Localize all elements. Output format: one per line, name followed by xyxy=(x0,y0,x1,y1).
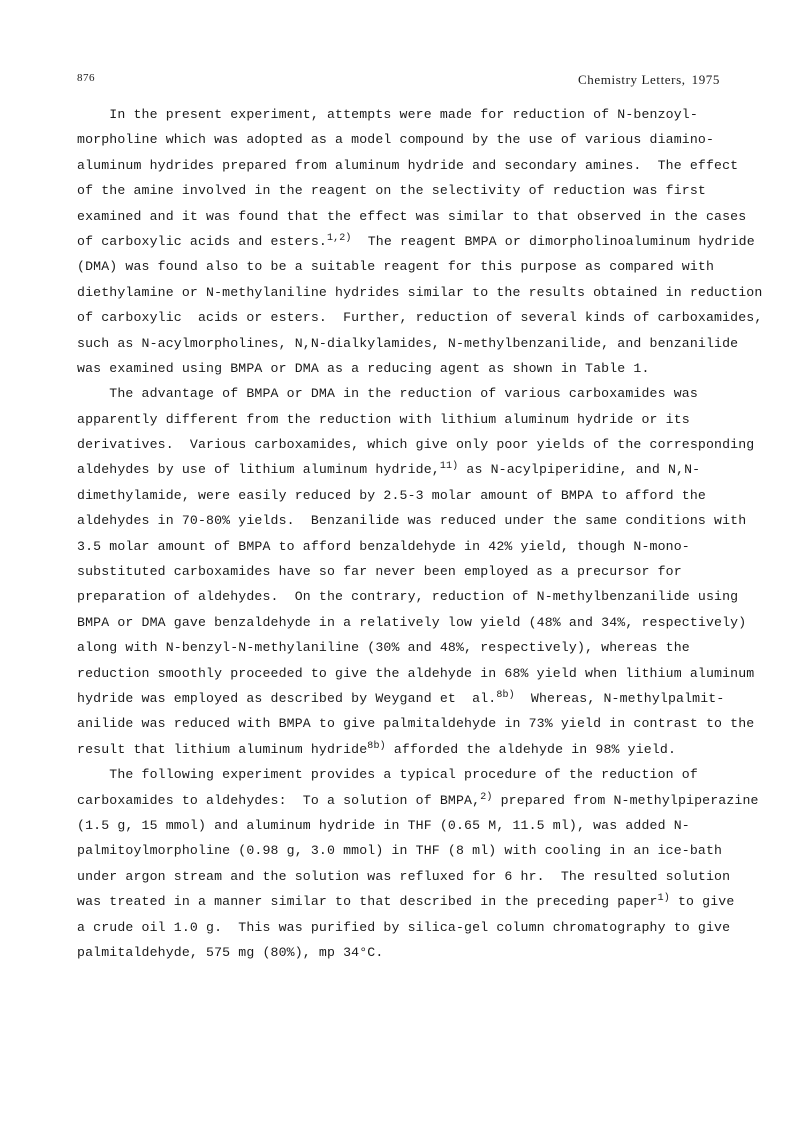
paragraph xyxy=(77,102,763,381)
line-text: aldehydes by use of lithium aluminum hydride, xyxy=(77,462,440,478)
line-text: The following experiment provides a typical procedure of the reduction of xyxy=(77,767,698,783)
text-line xyxy=(77,915,729,940)
reference-superscript: 1,2) xyxy=(326,232,352,244)
text-line xyxy=(77,610,747,635)
text-line xyxy=(77,483,729,508)
text-line xyxy=(77,889,735,914)
line-text: anilide was reduced with BMPA to give palmitaldehyde in 73% yield in contrast to the xyxy=(77,716,755,732)
line-text: BMPA or DMA gave benzaldehyde in a relatively low yield (48% and 34%, respectively) xyxy=(77,614,747,630)
line-text: of carboxylic acids and esters. xyxy=(77,233,327,249)
line-text: preparation of aldehydes. On the contrary, reduction of N-methylbenzanilide using xyxy=(77,589,739,605)
text-line xyxy=(77,356,729,381)
text-line xyxy=(77,305,763,330)
line-text-continued: as N-acylpiperidine, and N,N- xyxy=(458,462,701,478)
text-line xyxy=(77,204,747,229)
line-text: reduction smoothly proceeded to give the aldehyde in 68% yield when lithium aluminum xyxy=(77,665,755,681)
line-text: aluminum hydrides prepared from aluminum hydride and secondary amines. The effect xyxy=(77,157,739,173)
journal-citation xyxy=(572,72,720,88)
text-line xyxy=(77,229,755,254)
reference-superscript: 8b) xyxy=(367,740,386,752)
line-text: of carboxylic acids or esters. Further, reduction of several kinds of carboxamides, xyxy=(77,310,763,326)
paragraph xyxy=(77,762,759,965)
line-text: was examined using BMPA or DMA as a reducing agent as shown in Table 1. xyxy=(77,360,650,376)
line-text: such as N-acylmorpholines, N,N-dialkylamides, N-methylbenzanilide, and benzanilide xyxy=(77,335,739,351)
line-text: was treated in a manner similar to that described in the preceding paper xyxy=(77,894,658,910)
text-line xyxy=(77,102,729,127)
line-text: of the amine involved in the reagent on the selectivity of reduction was first xyxy=(77,183,706,199)
text-line xyxy=(77,711,755,736)
reference-superscript: 11) xyxy=(439,461,459,473)
line-text: (DMA) was found also to be a suitable reagent for this purpose as compared with xyxy=(77,259,715,275)
line-text: examined and it was found that the effect was similar to that observed in the cases xyxy=(77,208,747,224)
text-line xyxy=(77,381,729,406)
text-line xyxy=(77,686,729,711)
page-number: 876 xyxy=(77,72,95,84)
text-line xyxy=(77,762,729,787)
text-line xyxy=(77,534,729,559)
text-line xyxy=(77,940,729,965)
reference-superscript: 8b) xyxy=(496,689,515,701)
text-line xyxy=(77,737,729,762)
text-line xyxy=(77,407,729,432)
journal-name: Chemistry Letters, xyxy=(578,72,686,87)
line-text: morpholine which was adopted as a model compound by the use of various diamino- xyxy=(77,132,715,148)
text-line xyxy=(77,508,747,533)
line-text-continued: afforded the aldehyde in 98% yield. xyxy=(385,741,677,757)
page-header xyxy=(77,72,720,92)
text-line xyxy=(77,331,739,356)
line-text: derivatives. Various carboxamides, which give only poor yields of the corresponding xyxy=(77,437,755,453)
line-text: a crude oil 1.0 g. This was purified by silica-gel column chromatography to give xyxy=(77,919,731,935)
text-line xyxy=(77,661,755,686)
reference-superscript: 2) xyxy=(480,791,493,803)
paragraph xyxy=(77,381,755,762)
line-text-continued: prepared from N-methylpiperazine xyxy=(492,792,759,808)
line-text: apparently different from the reduction with lithium aluminum hydride or its xyxy=(77,411,690,427)
line-text-continued: The reagent BMPA or dimorpholinoaluminum hydride xyxy=(351,233,755,249)
line-text-continued: Whereas, N-methylpalmit- xyxy=(514,690,725,706)
line-text-continued: to give xyxy=(669,894,735,910)
line-text: substituted carboxamides have so far never been employed as a precursor for xyxy=(77,564,682,580)
line-text: In the present experiment, attempts were made for reduction of N-benzoyl- xyxy=(77,107,698,122)
text-line xyxy=(77,559,729,584)
text-line xyxy=(77,127,729,152)
line-text: aldehydes in 70-80% yields. Benzanilide was reduced under the same conditions with xyxy=(77,513,747,529)
line-text: The advantage of BMPA or DMA in the reduction of various carboxamides was xyxy=(77,386,698,402)
line-text: dimethylamide, were easily reduced by 2.5-3 molar amount of BMPA to afford the xyxy=(77,487,706,503)
text-line xyxy=(77,635,729,660)
text-line xyxy=(77,432,755,457)
reference-superscript: 1) xyxy=(657,893,670,905)
text-line xyxy=(77,280,763,305)
line-text: result that lithium aluminum hydride xyxy=(77,741,368,757)
text-line xyxy=(77,838,729,863)
line-text: hydride was employed as described by Weygand et al. xyxy=(77,690,497,706)
text-line xyxy=(77,254,729,279)
text-line xyxy=(77,584,739,609)
article-body xyxy=(77,102,763,965)
line-text: palmitaldehyde, 575 mg (80%), mp 34°C. xyxy=(77,944,384,960)
text-line xyxy=(77,813,729,838)
line-text: diethylamine or N-methylaniline hydrides similar to the results obtained in reduction xyxy=(77,284,763,300)
line-text: (1.5 g, 15 mmol) and aluminum hydride in THF (0.65 M, 11.5 ml), was added N- xyxy=(77,817,690,833)
line-text: 3.5 molar amount of BMPA to afford benzaldehyde in 42% yield, though N-mono- xyxy=(77,538,690,554)
text-line xyxy=(77,178,729,203)
line-text: under argon stream and the solution was refluxed for 6 hr. The resulted solution xyxy=(77,868,731,884)
journal-year: 1975 xyxy=(691,72,720,87)
line-text: carboxamides to aldehydes: To a solution of BMPA, xyxy=(77,792,481,808)
line-text: palmitoylmorpholine (0.98 g, 3.0 mmol) in THF (8 ml) with cooling in an ice-bath xyxy=(77,843,723,859)
text-line xyxy=(77,457,729,482)
text-line xyxy=(77,864,729,889)
text-line xyxy=(77,788,759,813)
text-line xyxy=(77,153,739,178)
line-text: along with N-benzyl-N-methylaniline (30% and 48%, respectively), whereas the xyxy=(77,640,690,656)
